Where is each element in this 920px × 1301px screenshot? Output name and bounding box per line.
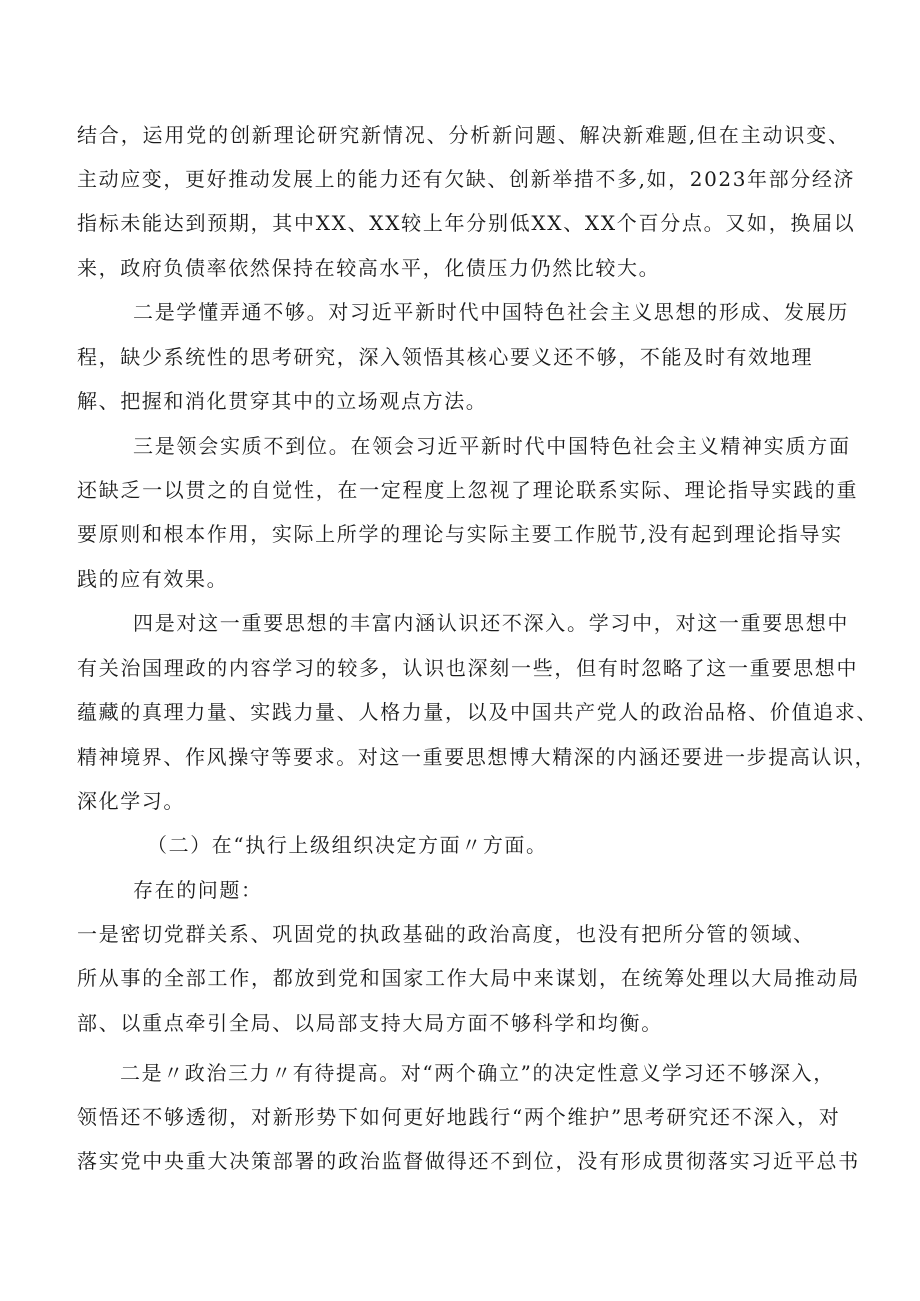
body-text-line: 还缺乏一以贯之的自觉性，在一定程度上忽视了理论联系实际、理论指导实践的重	[77, 478, 859, 502]
body-text-line: 有关治国理政的内容学习的较多，认识也深刻一些，但有时忽略了这一重要思想中	[77, 656, 859, 680]
paragraph-start-line: 一是密切党群关系、巩固党的执政基础的政治高度，也没有把所分管的领域、	[77, 922, 815, 946]
body-text-line: 深化学习。	[77, 789, 185, 813]
body-text-line: 程，缺少系统性的思考研究，深入领悟其核心要义还不够，不能及时有效地理	[77, 345, 814, 369]
body-text-line: 蕴藏的真理力量、实践力量、人格力量，以及中国共产党人的政治品格、价值追求、	[77, 700, 879, 724]
paragraph-start-line: 三是领会实质不到位。在领会习近平新时代中国特色社会主义精神实质方面	[133, 434, 851, 458]
body-text-line: 主动应变，更好推动发展上的能力还有欠缺、创新举措不多,如，2023年部分经济	[77, 167, 856, 191]
body-text-line: 部、以重点牵引全局、以局部支持大局方面不够科学和均衡。	[77, 1011, 663, 1035]
body-text-line: 精神境界、作风操守等要求。对这一重要思想博大精深的内涵还要进一步提高认识，	[77, 745, 877, 769]
paragraph-start-line: 四是对这一重要思想的丰富内涵认识还不深入。学习中，对这一重要思想中	[133, 611, 850, 635]
paragraph-start-line: 二是〃政治三力〃有待提高。对“两个确立”的决定性意义学习还不够深入，	[120, 1061, 835, 1085]
body-text-line: 要原则和根本作用，实际上所学的理论与实际主要工作脱节,没有起到理论指导实	[77, 522, 843, 546]
body-text-line: 结合，运用党的创新理论研究新情况、分析新问题、解决新难题,但在主动识变、	[77, 123, 850, 147]
body-text-line: 来，政府负债率依然保持在较高水平，化债压力仍然比较大。	[77, 256, 661, 280]
paragraph-start-line: 二是学懂弄通不够。对习近平新时代中国特色社会主义思想的形成、发展历	[133, 300, 850, 324]
section-heading: （二）在“执行上级组织决定方面〃方面。	[147, 833, 548, 857]
body-text-line: 解、把握和消化贯穿其中的立场观点方法。	[77, 389, 488, 413]
body-text-line: 践的应有效果。	[77, 567, 229, 591]
body-text-line: 领悟还不够透彻，对新形势下如何更好地践行“两个维护”思考研究还不深入，对	[77, 1105, 841, 1129]
subheading: 存在的问题：	[133, 878, 263, 902]
body-text-line: 指标未能达到预期，其中XX、XX较上年分别低XX、XX个百分点。又如，换届以	[77, 211, 856, 235]
body-text-line: 落实党中央重大决策部署的政治监督做得还不到位，没有形成贯彻落实习近平总书	[77, 1149, 860, 1173]
body-text-line: 所从事的全部工作，都放到党和国家工作大局中来谋划，在统筹处理以大局推动局	[77, 966, 860, 990]
